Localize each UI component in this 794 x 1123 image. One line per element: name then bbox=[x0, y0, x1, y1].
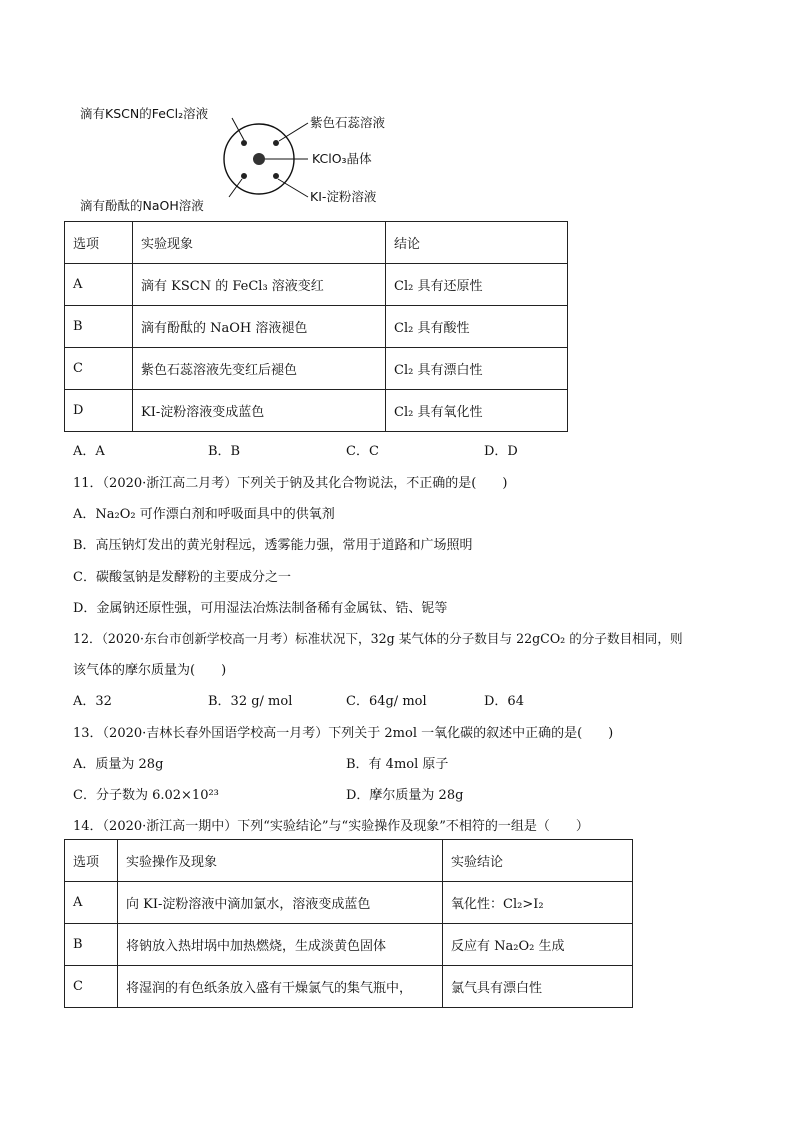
table-row bbox=[65, 882, 633, 924]
header-conclusion: 结论 bbox=[386, 222, 568, 264]
table-q14 bbox=[64, 839, 633, 1008]
table-header-row bbox=[65, 840, 633, 882]
table-q10 bbox=[64, 221, 568, 432]
q10-option-c: C．C bbox=[346, 444, 379, 459]
table-row bbox=[65, 390, 568, 432]
cell-conclusion: Cl₂ 具有还原性 bbox=[386, 264, 568, 306]
q10-option-d: D．D bbox=[484, 444, 518, 459]
label-litmus: 紫色石蕊溶液 bbox=[310, 115, 386, 130]
q13-option-b: B．有 4mol 原子 bbox=[346, 757, 449, 772]
table-row bbox=[65, 966, 633, 1008]
header-phenomenon: 实验现象 bbox=[133, 222, 386, 264]
label-naoh: 滴有酚酞的NaOH溶液 bbox=[80, 198, 204, 213]
table-row bbox=[65, 924, 633, 966]
table-header-row bbox=[65, 222, 568, 264]
cell-option: C bbox=[65, 966, 118, 1008]
cell-option: B bbox=[65, 924, 118, 966]
cell-operation: 将钠放入热坩埚中加热燃烧，生成淡黄色固体 bbox=[118, 924, 443, 966]
table-row bbox=[65, 348, 568, 390]
cell-phenomenon: 滴有酚酞的 NaOH 溶液褪色 bbox=[133, 306, 386, 348]
label-fecl2: 滴有KSCN的FeCl₂溶液 bbox=[80, 106, 209, 121]
q12-option-b: B．32 g/ mol bbox=[208, 694, 293, 709]
cell-conclusion: Cl₂ 具有氧化性 bbox=[386, 390, 568, 432]
label-kclo3: KClO₃晶体 bbox=[312, 151, 372, 166]
cell-option: D bbox=[65, 390, 133, 432]
cell-phenomenon: KI-淀粉溶液变成蓝色 bbox=[133, 390, 386, 432]
apparatus-diagram bbox=[72, 96, 412, 218]
table-row bbox=[65, 264, 568, 306]
q10-option-a: A．A bbox=[73, 444, 105, 459]
cell-phenomenon: 紫色石蕊溶液先变红后褪色 bbox=[133, 348, 386, 390]
table-row bbox=[65, 306, 568, 348]
cell-phenomenon: 滴有 KSCN 的 FeCl₃ 溶液变红 bbox=[133, 264, 386, 306]
q11-option-b: B．高压钠灯发出的黄光射程远，透雾能力强，常用于道路和广场照明 bbox=[73, 538, 473, 553]
cell-conclusion: Cl₂ 具有漂白性 bbox=[386, 348, 568, 390]
header-conclusion: 实验结论 bbox=[443, 840, 633, 882]
cell-conclusion: 反应有 Na₂O₂ 生成 bbox=[443, 924, 633, 966]
q12-option-d: D．64 bbox=[484, 694, 524, 709]
drop-litmus bbox=[273, 140, 279, 146]
q12-option-a: A．32 bbox=[73, 694, 112, 709]
kclo3-crystal bbox=[253, 153, 265, 165]
drop-naoh bbox=[241, 173, 247, 179]
cell-operation: 向 KI-淀粉溶液中滴加氯水，溶液变成蓝色 bbox=[118, 882, 443, 924]
cell-option: A bbox=[65, 264, 133, 306]
q10-option-b: B．B bbox=[208, 444, 241, 459]
q13-option-c: C．分子数为 6.02×10²³ bbox=[73, 788, 219, 803]
cell-conclusion: Cl₂ 具有酸性 bbox=[386, 306, 568, 348]
q13-option-a: A．质量为 28g bbox=[73, 757, 164, 772]
drop-ki bbox=[273, 173, 279, 179]
q12-stem-line1: 12．（2020·东台市创新学校高一月考）标准状况下，32g 某气体的分子数目与 22gCO₂ 的分子数目相同，则 bbox=[73, 631, 683, 646]
cell-option: C bbox=[65, 348, 133, 390]
q13-option-d: D．摩尔质量为 28g bbox=[346, 788, 464, 803]
q11-option-c: C．碳酸氢钠是发酵粉的主要成分之一 bbox=[73, 570, 291, 585]
label-ki: KI-淀粉溶液 bbox=[310, 189, 377, 204]
drop-fecl2 bbox=[241, 140, 247, 146]
cell-option: B bbox=[65, 306, 133, 348]
q12-option-c: C．64g/ mol bbox=[346, 694, 427, 709]
q11-option-d: D．金属钠还原性强，可用湿法冶炼法制备稀有金属钛、锆、铌等 bbox=[73, 601, 448, 616]
cell-conclusion: 氯气具有漂白性 bbox=[443, 966, 633, 1008]
header-option: 选项 bbox=[65, 840, 118, 882]
q13-stem: 13．（2020·吉林长春外国语学校高一月考）下列关于 2mol 一氧化碳的叙述中正确的是( ) bbox=[73, 726, 614, 741]
cell-conclusion: 氧化性：Cl₂>I₂ bbox=[443, 882, 633, 924]
cell-operation: 将湿润的有色纸条放入盛有干燥氯气的集气瓶中， bbox=[118, 966, 443, 1008]
header-operation: 实验操作及现象 bbox=[118, 840, 443, 882]
header-option: 选项 bbox=[65, 222, 133, 264]
q11-stem: 11．（2020·浙江高二月考）下列关于钠及其化合物说法，不正确的是( ) bbox=[73, 476, 508, 491]
q14-stem: 14．（2020·浙江高一期中）下列“实验结论”与“实验操作及现象”不相符的一组是（ ） bbox=[73, 819, 589, 834]
cell-option: A bbox=[65, 882, 118, 924]
q12-stem-line2: 该气体的摩尔质量为( ) bbox=[73, 663, 227, 678]
q11-option-a: A．Na₂O₂ 可作漂白剂和呼吸面具中的供氧剂 bbox=[73, 507, 335, 522]
